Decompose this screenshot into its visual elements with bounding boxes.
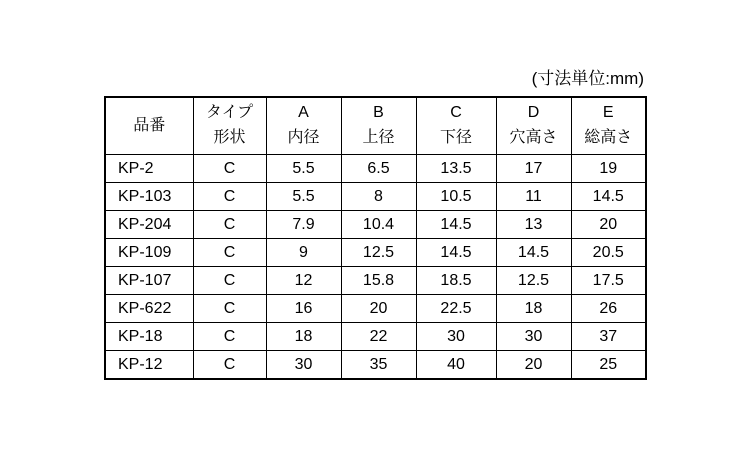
value-cell: 13.5: [416, 155, 496, 183]
table-row: [105, 267, 646, 295]
value-cell: 15.8: [341, 267, 416, 295]
column-header-line: 品番: [133, 116, 166, 134]
value-cell: 10.5: [416, 183, 496, 211]
column-header-line: 形状: [213, 129, 246, 146]
value-cell: 14.5: [571, 183, 646, 211]
value-cell: 8: [341, 183, 416, 211]
column-header-b-top-dia: [341, 97, 416, 155]
value-cell: 20: [571, 211, 646, 239]
column-header-hinban: [105, 97, 193, 155]
value-cell: 30: [266, 351, 341, 380]
value-cell: 12.5: [496, 267, 571, 295]
value-cell: 40: [416, 351, 496, 380]
table-row: [105, 351, 646, 380]
value-cell: 12.5: [341, 239, 416, 267]
column-header-line: 上径: [362, 129, 395, 146]
spec-table-header: [105, 97, 646, 155]
table-row: [105, 295, 646, 323]
value-cell: 20: [496, 351, 571, 380]
table-row: [105, 323, 646, 351]
column-header-c-bottom-dia: [416, 97, 496, 155]
value-cell: 18: [266, 323, 341, 351]
part-number-cell: KP-109: [105, 239, 193, 267]
value-cell: C: [193, 239, 266, 267]
value-cell: 30: [416, 323, 496, 351]
value-cell: 18: [496, 295, 571, 323]
value-cell: 16: [266, 295, 341, 323]
value-cell: 35: [341, 351, 416, 380]
part-number-cell: KP-103: [105, 183, 193, 211]
value-cell: 9: [266, 239, 341, 267]
value-cell: 13: [496, 211, 571, 239]
value-cell: 17.5: [571, 267, 646, 295]
value-cell: 6.5: [341, 155, 416, 183]
column-header-line: 穴高さ: [509, 129, 558, 146]
column-header-e-total-height: [571, 97, 646, 155]
column-header-line: A: [298, 104, 309, 122]
value-cell: 5.5: [266, 155, 341, 183]
part-number-cell: KP-204: [105, 211, 193, 239]
value-cell: 22: [341, 323, 416, 351]
value-cell: 20: [341, 295, 416, 323]
value-cell: 17: [496, 155, 571, 183]
value-cell: 10.4: [341, 211, 416, 239]
spec-table-body: [105, 155, 646, 380]
part-number-cell: KP-18: [105, 323, 193, 351]
value-cell: C: [193, 211, 266, 239]
column-header-line: 下径: [439, 129, 472, 146]
column-header-line: E: [602, 104, 614, 122]
value-cell: 14.5: [416, 239, 496, 267]
value-cell: 14.5: [496, 239, 571, 267]
part-number-cell: KP-622: [105, 295, 193, 323]
table-row: [105, 183, 646, 211]
column-header-line: タイプ: [205, 104, 254, 122]
value-cell: 7.9: [266, 211, 341, 239]
part-number-cell: KP-2: [105, 155, 193, 183]
column-header-line: B: [373, 104, 384, 122]
value-cell: 37: [571, 323, 646, 351]
part-number-cell: KP-12: [105, 351, 193, 380]
value-cell: 22.5: [416, 295, 496, 323]
spec-table-header-row: [105, 97, 646, 155]
column-header-line: 総高さ: [584, 129, 633, 146]
part-number-cell: KP-107: [105, 267, 193, 295]
column-header-line: D: [527, 104, 540, 122]
column-header-a-inner-dia: [266, 97, 341, 155]
column-header-type-shape: [193, 97, 266, 155]
table-row: [105, 239, 646, 267]
table-row: [105, 211, 646, 239]
spec-table: [104, 96, 647, 380]
value-cell: 26: [571, 295, 646, 323]
table-row: [105, 155, 646, 183]
value-cell: 14.5: [416, 211, 496, 239]
value-cell: 18.5: [416, 267, 496, 295]
value-cell: 12: [266, 267, 341, 295]
column-header-d-hole-height: [496, 97, 571, 155]
column-header-line: C: [450, 104, 462, 122]
value-cell: 5.5: [266, 183, 341, 211]
value-cell: 19: [571, 155, 646, 183]
dimension-unit-note: (寸法単位:mm): [531, 69, 644, 88]
value-cell: C: [193, 155, 266, 183]
value-cell: 25: [571, 351, 646, 380]
value-cell: 11: [496, 183, 571, 211]
value-cell: C: [193, 267, 266, 295]
value-cell: 30: [496, 323, 571, 351]
value-cell: C: [193, 323, 266, 351]
value-cell: C: [193, 183, 266, 211]
value-cell: C: [193, 351, 266, 380]
value-cell: 20.5: [571, 239, 646, 267]
column-header-line: 内径: [287, 129, 320, 146]
value-cell: C: [193, 295, 266, 323]
